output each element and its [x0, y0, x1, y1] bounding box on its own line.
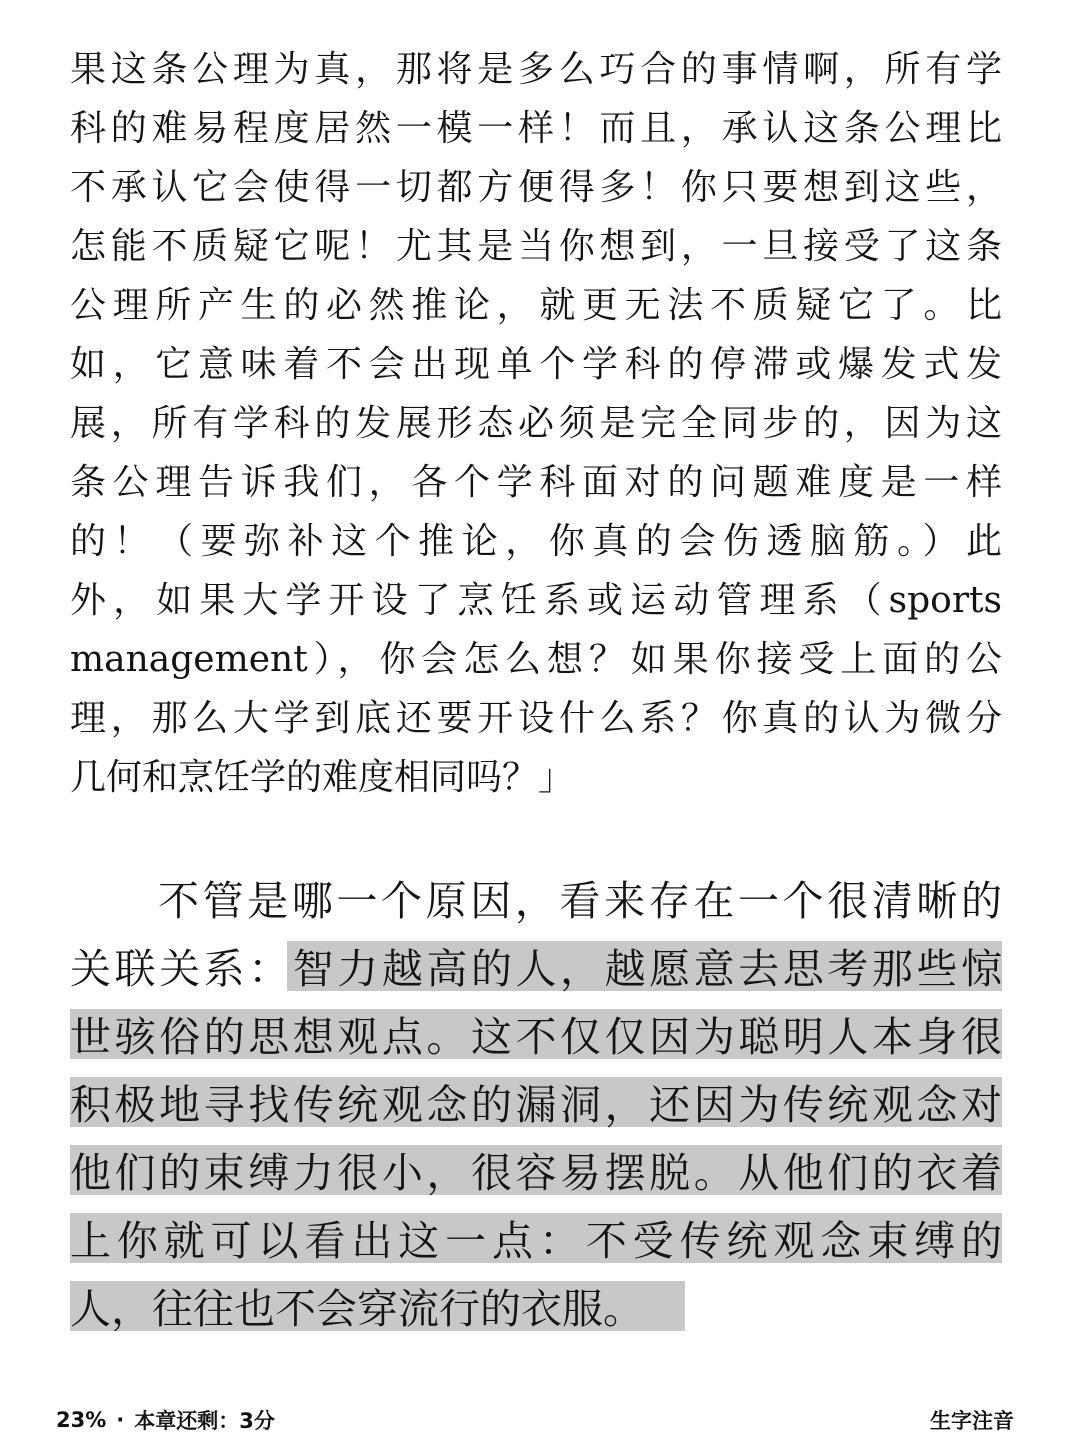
paragraph-line-highlighted[interactable]: 积极地寻找传统观念的漏洞，还因为传统观念对: [70, 1071, 1002, 1139]
paragraph-gap: [70, 807, 1002, 867]
paragraph-line: 不管是哪一个原因，看来存在一个很清晰的: [158, 877, 1002, 925]
paragraph-line-highlighted[interactable]: 他们的束缚力很小，很容易摆脱。从他们的衣着: [70, 1139, 1002, 1207]
quote-line: 展，所有学科的发展形态必须是完全同步的，因为这: [70, 403, 1002, 444]
quote-line: 的！（要弥补这个推论，你真的会伤透脑筋。）此: [70, 521, 1002, 562]
progress-percent: 23%: [56, 1408, 107, 1432]
quote-line: 怎能不质疑它呢！尤其是当你想到，一旦接受了这条: [70, 226, 1002, 267]
chapter-remaining-time: 本章还剩：3分: [134, 1409, 275, 1433]
reader-footer: [56, 1402, 1014, 1438]
quote-line: 几何和烹饪学的难度相同吗？」: [70, 757, 575, 798]
reader-page: [70, 40, 1002, 1343]
quote-line: 公理所产生的必然推论，就更无法不质疑它了。比: [70, 285, 1002, 326]
separator-dot: ·: [116, 1408, 125, 1432]
paragraph-line-highlighted[interactable]: 关联关系：智力越高的人，越愿意去思考那些惊: [70, 935, 1002, 1003]
quote-block: [70, 40, 1002, 807]
quote-line: 理，那么大学到底还要开设什么系？你真的认为微分: [70, 698, 1002, 739]
quote-line: 条公理告诉我们，各个学科面对的问题难度是一样: [70, 462, 1002, 503]
quote-line: management），你会怎么想？如果你接受上面的公: [70, 639, 1002, 680]
quote-line: 外，如果大学开设了烹饪系或运动管理系（sports: [70, 580, 1002, 621]
quote-line: 不承认它会使得一切都方便得多！你只要想到这些，: [70, 167, 1002, 208]
paragraph-line-highlighted[interactable]: 人，往往也不会穿流行的衣服。: [70, 1275, 1002, 1343]
pinyin-annotation-button[interactable]: 生字注音: [930, 1409, 1014, 1433]
quote-line: 果这条公理为真，那将是多么巧合的事情啊，所有学: [70, 49, 1002, 90]
body-paragraph[interactable]: [70, 867, 1002, 1343]
reading-status: [56, 1405, 275, 1435]
quote-line: 科的难易程度居然一模一样！而且，承认这条公理比: [70, 108, 1002, 149]
paragraph-line-highlighted[interactable]: 世骇俗的思想观点。这不仅仅因为聪明人本身很: [70, 1003, 1002, 1071]
paragraph-line-highlighted[interactable]: 上你就可以看出这一点：不受传统观念束缚的: [70, 1207, 1002, 1275]
quote-line: 如，它意味着不会出现单个学科的停滞或爆发式发: [70, 344, 1002, 385]
